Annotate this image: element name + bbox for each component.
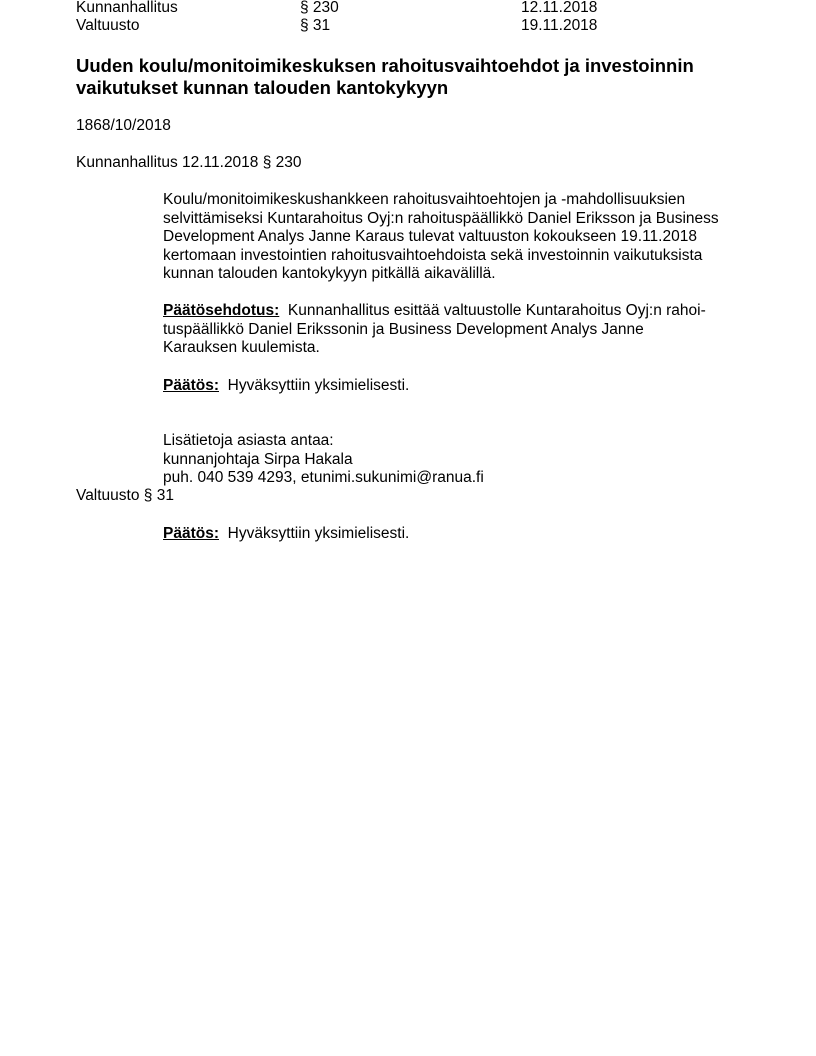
decision-text: Hyväksyttiin yksimielisesti. (227, 377, 410, 394)
proposal-line: tuspäällikkö Daniel Erikssonin ja Business Development Analys Janne (163, 320, 644, 338)
intro-paragraph (163, 191, 763, 284)
intro-line: Development Analys Janne Karaus tulevat valtuuston kokoukseen 19.11.2018 (163, 228, 697, 245)
intro-line: selvittämiseksi Kuntarahoitus Oyj:n rahoituspäällikkö Daniel Eriksson ja Business (163, 209, 719, 227)
proposal-line: Karauksen kuulemista. (163, 339, 320, 356)
history-date: 12.11.2018 (521, 0, 598, 16)
decision-text: Hyväksyttiin yksimielisesti. (227, 525, 410, 542)
decision-label: Päätös: (163, 525, 219, 542)
history-section: § 31 (300, 17, 331, 34)
council-meeting-heading: Valtuusto § 31 (76, 487, 174, 504)
title-line: vaikutukset kunnan talouden kantokykyyn (76, 77, 449, 98)
proposal-text: Kunnanhallitus esittää valtuustolle Kuntarahoitus Oyj:n rahoi- (287, 302, 706, 319)
contact-line: Lisätietoja asiasta antaa: (163, 432, 334, 449)
intro-line: kertomaan investointien rahoitusvaihtoehdoista sekä investoinnin vaikutuksista (163, 246, 703, 264)
title-line: Uuden koulu/monitoimikeskuksen rahoitusvaihtoehdot ja investoinnin (76, 55, 694, 76)
proposal-label: Päätösehdotus: (163, 302, 280, 319)
history-body: Kunnanhallitus (76, 0, 178, 16)
case-number: 1868/10/2018 (76, 117, 171, 134)
intro-line: kunnan talouden kantokykyyn pitkällä aikavälillä. (163, 265, 496, 282)
history-section: § 230 (300, 0, 339, 16)
history-date: 19.11.2018 (521, 17, 598, 34)
history-body: Valtuusto (76, 17, 140, 34)
board-decision (163, 377, 763, 396)
contact-line: kunnanjohtaja Sirpa Hakala (163, 450, 353, 468)
contact-line: puh. 040 539 4293, etunimi.sukunimi@ranua.fi (163, 469, 484, 486)
document-title (76, 55, 736, 99)
intro-line: Koulu/monitoimikeskushankkeen rahoitusvaihtoehtojen ja -mahdollisuuksien (163, 191, 686, 208)
council-decision (163, 525, 763, 544)
contact-info (163, 432, 763, 488)
decision-label: Päätös: (163, 377, 219, 394)
proposal-paragraph (163, 302, 763, 358)
proposal-line-first (163, 302, 763, 321)
board-meeting-heading: Kunnanhallitus 12.11.2018 § 230 (76, 154, 302, 171)
